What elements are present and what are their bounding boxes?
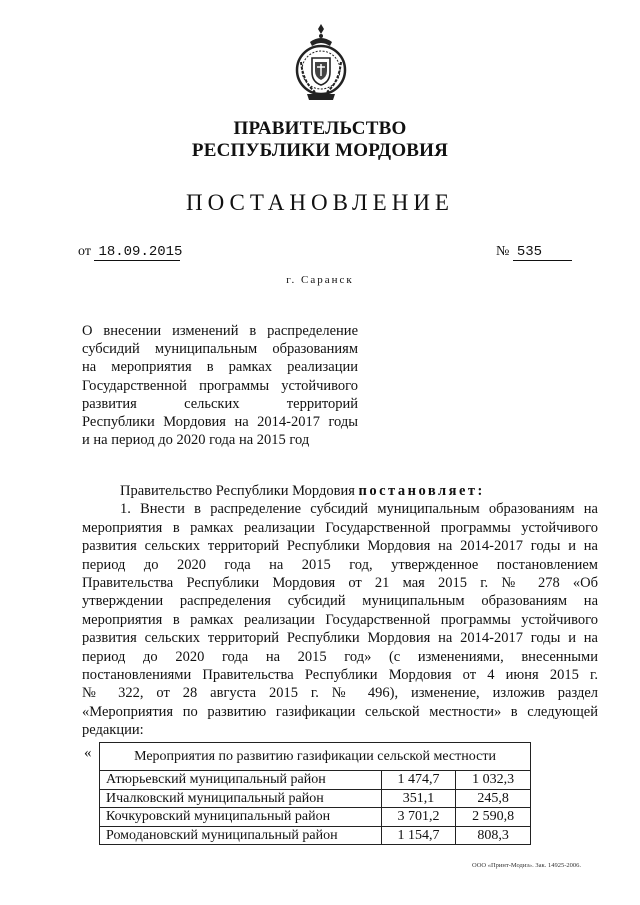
subject-line: субсидий муниципальным образованиям [82,341,358,358]
subject-line: Республики Мордовия на 2014-2017 годы [82,414,358,431]
number-prefix: № [496,244,510,259]
number-value: 535 [513,244,572,261]
date-prefix: от [78,244,91,259]
city-name: г. Саранск [286,274,354,286]
subject-line: О внесении изменений в распределение [82,323,358,339]
decree-date [78,244,183,261]
intro-line [82,482,598,500]
body-line: 1. Внести в распределение субсидий муниципальным образованиям на [120,501,598,518]
body-line: утверждении распределения субсидий муниципальным образованиям на [82,593,598,610]
decree-number [496,244,572,261]
body-line: развития сельских территорий Республики Мордовия на 2014-2017 годы и на [82,538,598,555]
table-row [100,826,531,845]
body-line: Правительства Республики Мордовия от 21 мая 2015 г. № 278 «Об [82,575,598,592]
intro-text: Правительство Республики Мордовия [120,483,355,499]
table-row [100,808,531,827]
open-quote: « [84,745,92,761]
district-name: Атюрьевский муниципальный район [100,771,382,790]
table-header: Мероприятия по развитию газификации сельской местности [100,743,531,771]
subject-line: и на период до 2020 года на 2015 год [82,432,310,449]
value-subsidy: 808,3 [456,826,531,845]
government-subtitle: РЕСПУБЛИКИ МОРДОВИЯ [191,140,449,161]
subsidy-table [99,742,531,845]
district-name: Ромодановский муниципальный район [100,826,382,845]
body-line: «Мероприятия по развитию газификации сельской местности» в следующей [82,703,598,720]
table-row [100,771,531,790]
value-subsidy: 245,8 [456,789,531,808]
intro-verb: постановляет: [358,483,485,499]
decree-body [82,482,598,740]
subject-line: развития сельских территорий [82,395,358,412]
body-line: период до 2020 года на 2015 год, утвержденное постановлением [82,556,598,573]
body-line: мероприятия в рамках реализации Государственной программы устойчивого [82,519,598,536]
government-title: ПРАВИТЕЛЬСТВО [233,118,407,139]
value-subsidy: 2 590,8 [456,808,531,827]
document-type: ПОСТАНОВЛЕНИЕ [186,190,454,215]
table-row [100,789,531,808]
body-line: постановлениями Правительства Республики Мордовия от 4 июня 2015 г. [82,667,598,684]
coat-of-arms-emblem [293,22,349,122]
date-value: 18.09.2015 [94,244,180,261]
value-total: 1 474,7 [381,771,456,790]
printer-imprint: ООО «Принт-Модиз». Зак. 14925-2006. [472,862,581,869]
body-line: развития сельских территорий Республики Мордовия на 2014-2017 годы и на [82,630,598,647]
decree-subject [82,322,358,449]
body-line: мероприятия в рамках реализации Государственной программы устойчивого [82,611,598,628]
district-name: Ичалковский муниципальный район [100,789,382,808]
value-total: 1 154,7 [381,826,456,845]
district-name: Кочкуровский муниципальный район [100,808,382,827]
value-total: 351,1 [381,789,456,808]
value-subsidy: 1 032,3 [456,771,531,790]
body-line: редакции: [82,722,144,739]
body-line: период до 2020 года на 2015 год» (с изменениями, внесенными [82,648,598,665]
value-total: 3 701,2 [381,808,456,827]
body-line: № 322, от 28 августа 2015 г. № 496), изменение, изложив раздел [82,685,598,702]
subject-line: Государственной программы устойчивого [82,377,358,394]
table-header-row [100,743,531,771]
subject-line: на мероприятия в рамках реализации [82,359,358,376]
